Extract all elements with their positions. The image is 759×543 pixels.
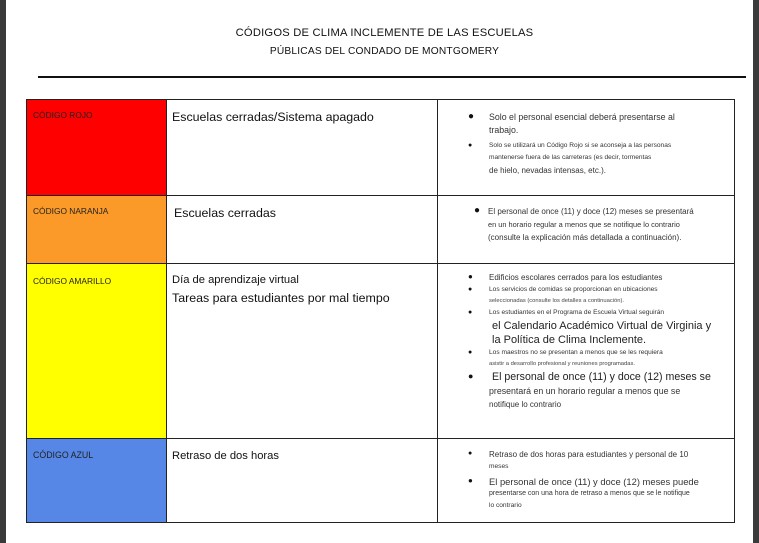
notes-list-blue: [438, 439, 734, 512]
bullet-icon: ●: [468, 349, 473, 356]
code-cell-red: [27, 100, 167, 196]
note-line: El personal de once (11) y doce (12) meses puede: [489, 476, 699, 487]
note-line: la Política de Clima Inclemente.: [492, 334, 647, 346]
table-row-red: [27, 100, 735, 196]
table-row-orange: [27, 196, 735, 264]
title-divider: [38, 76, 746, 78]
table-row-blue: [27, 439, 735, 523]
bullet-icon: ●: [468, 286, 473, 293]
bullet-icon: ●: [468, 142, 473, 149]
status-text-yellow-line1: Día de aprendizaje virtual: [172, 274, 299, 286]
code-label-blue: CÓDIGO AZUL: [33, 450, 94, 460]
document-title-line1: CÓDIGOS DE CLIMA INCLEMENTE DE LAS ESCUELAS: [235, 27, 534, 39]
list-item: [444, 284, 726, 307]
status-text-yellow-line2: Tareas para estudiantes por mal tiempo: [172, 291, 390, 305]
code-label-yellow: CÓDIGO AMARILLO: [33, 276, 112, 286]
notes-list-orange: [438, 196, 734, 244]
status-cell-red: [167, 100, 438, 196]
notes-list-red: [438, 100, 734, 177]
note-line: lo contrario: [489, 502, 522, 509]
status-cell-yellow: [167, 264, 438, 439]
status-text-blue: Retraso de dos horas: [172, 450, 279, 462]
detail-cell-red: [438, 100, 735, 196]
document-title-line2: PÚBLICAS DEL CONDADO DE MONTGOMERY: [269, 46, 500, 57]
note-line: asistir a desarrollo profesional y reuniones programadas.: [489, 361, 635, 367]
list-item: [444, 140, 726, 177]
status-cell-blue: [167, 439, 438, 523]
bullet-icon: ●: [468, 309, 473, 316]
weather-codes-table: [26, 99, 735, 523]
status-text-orange: Escuelas cerradas: [174, 206, 276, 220]
list-item: [444, 475, 726, 512]
detail-cell-orange: [438, 196, 735, 264]
note-line: meses: [489, 463, 509, 470]
list-item: [444, 271, 726, 284]
bullet-icon: ●: [468, 371, 474, 381]
code-cell-blue: [27, 439, 167, 523]
note-line: de hielo, nevadas intensas, etc.).: [489, 166, 606, 175]
bullet-icon: ●: [468, 476, 473, 485]
list-item: [444, 347, 726, 370]
notes-list-yellow: [438, 264, 734, 411]
list-item: [444, 205, 726, 244]
bullet-icon: ●: [468, 111, 475, 122]
bullet-icon: ●: [468, 450, 473, 457]
note-line: (consulte la explicación más detallada a continuación).: [488, 233, 682, 242]
list-item: [444, 307, 726, 347]
note-line: notifique lo contrario: [489, 400, 562, 409]
status-text-red: Escuelas cerradas/Sistema apagado: [172, 110, 374, 124]
note-line: en un horario regular a menos que se notifique lo contrario: [488, 220, 680, 229]
note-line: Solo se utilizará un Código Rojo si se aconseja a las personas: [489, 142, 672, 149]
code-label-orange: CÓDIGO NARANJA: [33, 206, 109, 216]
bullet-icon: ●: [468, 272, 473, 281]
note-line: El personal de once (11) y doce (12) meses se presentará: [488, 207, 694, 216]
code-label-red: CÓDIGO ROJO: [33, 110, 93, 120]
note-line: Los servicios de comidas se proporcionan en ubicaciones: [489, 286, 658, 293]
status-cell-orange: [167, 196, 438, 264]
list-item: [444, 111, 726, 137]
note-line: trabajo.: [489, 125, 519, 135]
note-line: presentarse con una hora de retraso a menos que se le notifique: [489, 490, 690, 497]
note-line: el Calendario Académico Virtual de Virginia y: [492, 320, 712, 332]
note-line: Los estudiantes en el Programa de Escuela Virtual seguirán: [489, 309, 665, 316]
bullet-icon: ●: [474, 205, 481, 216]
code-cell-yellow: [27, 264, 167, 439]
table-row-yellow: [27, 264, 735, 439]
note-line: Solo el personal esencial deberá presentarse al: [489, 112, 675, 122]
list-item: [444, 448, 726, 473]
note-line: seleccionadas (consulte los detalles a continuación).: [489, 298, 625, 304]
list-item: [444, 370, 726, 411]
detail-cell-blue: [438, 439, 735, 523]
note-line: presentará en un horario regular a menos que se: [489, 386, 681, 396]
note-line: El personal de once (11) y doce (12) meses se: [492, 371, 711, 383]
detail-cell-yellow: [438, 264, 735, 439]
note-line: mantenerse fuera de las carreteras (es decir, tormentas: [489, 154, 652, 161]
note-line: Retraso de dos horas para estudiantes y personal de 10: [489, 450, 689, 459]
note-line: Los maestros no se presentan a menos que se les requiera: [489, 349, 663, 356]
note-line: Edificios escolares cerrados para los estudiantes: [489, 273, 663, 282]
code-cell-orange: [27, 196, 167, 264]
